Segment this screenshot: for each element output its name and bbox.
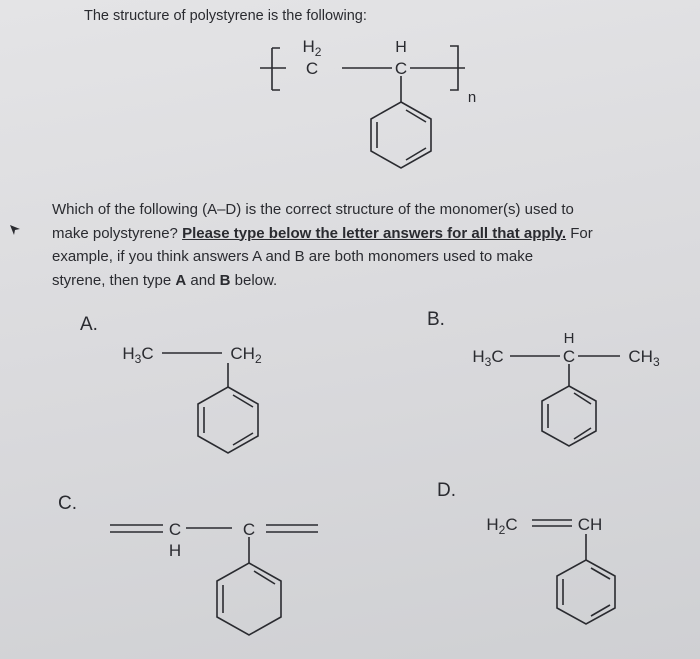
option-b-letter: B.	[427, 309, 445, 330]
ch-h-label: H	[395, 39, 407, 56]
intro-text: The structure of polystyrene is the following:	[84, 8, 367, 24]
option-c-carbon-1-h: H	[168, 541, 182, 560]
question-line-2-rest: For	[566, 224, 593, 242]
ch2-h2-label: $H_2$	[302, 37, 322, 59]
option-b-center-c: C	[562, 347, 576, 366]
ch2-c-label: C	[305, 59, 319, 78]
option-a-left-group: $H_3C$	[122, 344, 154, 366]
option-d-letter: D.	[437, 480, 456, 501]
option-c-benzene-ring	[217, 563, 281, 635]
line-4-mid: and	[186, 271, 220, 289]
polystyrene-structure	[250, 30, 490, 195]
option-b-benzene-ring	[542, 386, 596, 446]
option-d-benzene-ring	[557, 560, 615, 624]
instruction-emphasis: Please type below the letter answers for all that apply.	[182, 224, 567, 242]
left-bracket	[272, 48, 280, 90]
question-line-2	[52, 222, 682, 246]
question-text	[52, 198, 682, 292]
repeat-n-label: n	[467, 89, 477, 106]
question-line-4	[52, 269, 682, 293]
option-b-left-group: $H_3C$	[472, 347, 504, 369]
question-line-3: example, if you think answers A and B are both monomers used to make	[52, 248, 534, 265]
option-c-carbon-1: C	[168, 520, 182, 539]
option-a-structure	[110, 335, 290, 470]
option-c-structure	[100, 505, 340, 659]
option-b-center-h: H	[563, 330, 575, 347]
line-4-a: A	[175, 271, 187, 289]
option-a-benzene-ring	[198, 387, 258, 453]
option-b-right-group: $CH_3$	[628, 347, 660, 369]
line-4-b: B	[219, 271, 231, 289]
option-a-right-group: $CH_2$	[230, 344, 262, 366]
option-d-left-group: $H_2C$	[486, 515, 518, 537]
option-c-carbon-2: C	[242, 520, 256, 539]
question-line-2-plain: make polystyrene?	[52, 224, 183, 242]
option-b-structure	[460, 330, 700, 460]
option-c-letter: C.	[58, 493, 77, 514]
cursor-arrow-icon	[8, 223, 22, 237]
question-line-1: Which of the following (A–D) is the correct structure of the monomer(s) used to	[52, 201, 574, 218]
option-d-structure	[470, 500, 670, 640]
line-4-post: below.	[230, 271, 278, 289]
line-4-pre: styrene, then type	[52, 271, 176, 289]
option-d-right-group: CH	[577, 515, 603, 534]
option-a-letter: A.	[80, 314, 98, 335]
ch-c-label: C	[394, 59, 408, 78]
benzene-ring	[371, 102, 431, 168]
